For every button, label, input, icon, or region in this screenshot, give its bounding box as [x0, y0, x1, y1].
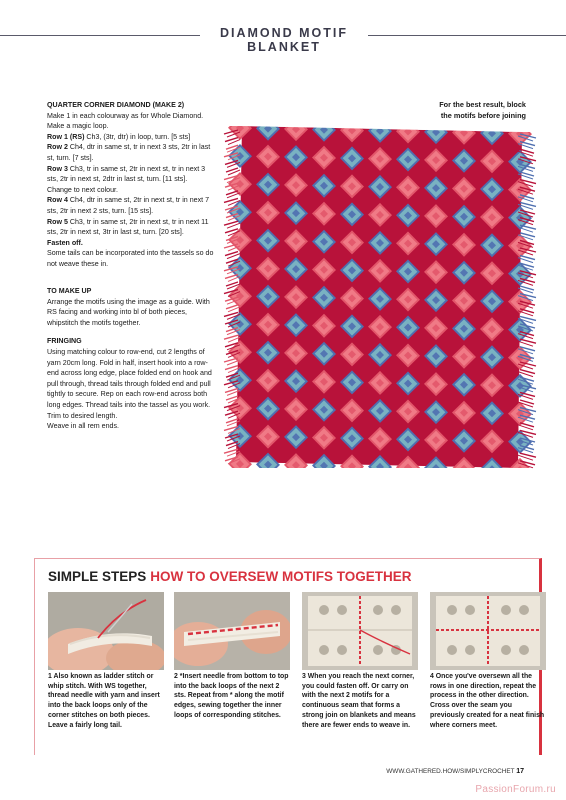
page-footer: [386, 768, 524, 775]
row-label: Row 2: [47, 143, 68, 152]
row-text: Ch3, (3tr, dtr) in loop, turn. [5 sts]: [84, 132, 191, 141]
step-2-photo: [174, 592, 290, 670]
fringing-heading: FRINGING: [47, 337, 82, 346]
step-description: Also known as ladder stitch or whip stitch. With WS together, thread needle with yarn and insert into the back loops only of the corner stitches on both pieces. Leave a fairly long tail.: [48, 673, 160, 729]
pattern-magic-loop: Make a magic loop.: [47, 122, 109, 131]
steps-title-sub: HOW TO OVERSEW MOTIFS TOGETHER: [150, 569, 412, 584]
weave-in-text: Weave in all rem ends.: [47, 422, 120, 431]
row-label: Row 3: [47, 164, 68, 173]
row-text: Ch4, dtr in same st, 2tr in next st, tr in next 7 sts, 2tr in next 2 sts, turn. [15 sts].: [47, 196, 210, 215]
pattern-row: [47, 217, 217, 238]
row-text: Change to next colour.: [47, 185, 118, 194]
fringing-text: Using matching colour to row-end, cut 2 lengths of yarn 20cm long. Fold in half, insert hook into a row-end across long edge, place folded end on hook and pull through, thread tails through folded end and pull tightly to secure. Rep on each row-end across both long edges. Thread tails into the tassel as you work. Trim to desired length.: [47, 348, 212, 420]
step-number: 1: [48, 673, 52, 680]
pattern-row: [47, 142, 217, 163]
step-4-text: [430, 672, 548, 730]
row-text: Ch3, tr in same st, 2tr in next st, tr in next 11 sts, 2tr in next st, 3tr in last st, turn. [20 sts].: [47, 217, 209, 237]
step-number: 4: [430, 673, 434, 680]
simple-steps-panel: [34, 558, 545, 758]
step-3-text: [302, 672, 420, 730]
header-title: DIAMOND MOTIF BLANKET: [219, 26, 349, 54]
page-number: 17: [516, 768, 524, 775]
step-1-text: [48, 672, 166, 730]
pattern-row: [47, 195, 217, 216]
step-number: 2: [174, 673, 178, 680]
make-up-text: Arrange the motifs using the image as a guide. With RS facing and working into bl of both pieces, whipstitch the motifs together.: [47, 297, 210, 327]
step-number: 3: [302, 673, 306, 680]
pattern-column: [47, 100, 217, 432]
pattern-row: [47, 185, 217, 196]
watermark: PassionForum.ru: [475, 784, 556, 795]
tails-note: Some tails can be incorporated into the tassels so do not weave these in.: [47, 249, 214, 268]
pattern-heading: QUARTER CORNER DIAMOND (MAKE 2): [47, 101, 185, 109]
row-text: Ch4, dtr in same st, tr in next 3 sts, 2tr in last st, turn. [7 sts].: [47, 143, 211, 162]
step-description: *Insert needle from bottom to top into the back loops of the next 2 sts. Repeat from * along the motif edges, sewing together the inner loops of corresponding stitches.: [174, 673, 289, 719]
row-label: Row 1 (RS): [47, 132, 85, 141]
fasten-off: Fasten off.: [47, 238, 83, 247]
pattern-intro: Make 1 in each colourway as for Whole Diamond.: [47, 111, 204, 120]
step-description: Once you've oversewn all the rows in one direction, repeat the process in the other direction. Cross over the seam you previously created for a neat finish where corners meet.: [430, 673, 545, 729]
pattern-row: [47, 164, 217, 185]
step-description: When you reach the next corner, you could fasten off. Or carry on with the next 2 motifs for a continuous seam that forms a strong join on blankets and means there are fewer ends to weave in.: [302, 673, 416, 729]
simple-steps-title: [48, 569, 412, 584]
photo-caption: For the best result, block the motifs before joining: [439, 100, 526, 120]
row-label: Row 5: [47, 217, 68, 226]
row-label: Row 4: [47, 196, 68, 205]
header-rule-left: [0, 35, 200, 36]
steps-title-main: SIMPLE STEPS: [48, 569, 147, 584]
step-1-photo: [48, 592, 164, 670]
pattern-row: [47, 132, 217, 143]
step-4-photo: [430, 592, 546, 670]
step-2-text: [174, 672, 292, 721]
step-3-photo: [302, 592, 418, 670]
blanket-photo: [222, 122, 540, 474]
header-rule-right: [368, 35, 566, 36]
footer-url: WWW.GATHERED.HOW/SIMPLYCROCHET: [386, 768, 515, 775]
make-up-heading: TO MAKE UP: [47, 287, 92, 296]
row-text: Ch3, tr in same st, 2tr in next st, tr in next 3 sts, 2tr in next st, 2dtr in last st, turn. [11 sts].: [47, 164, 206, 184]
